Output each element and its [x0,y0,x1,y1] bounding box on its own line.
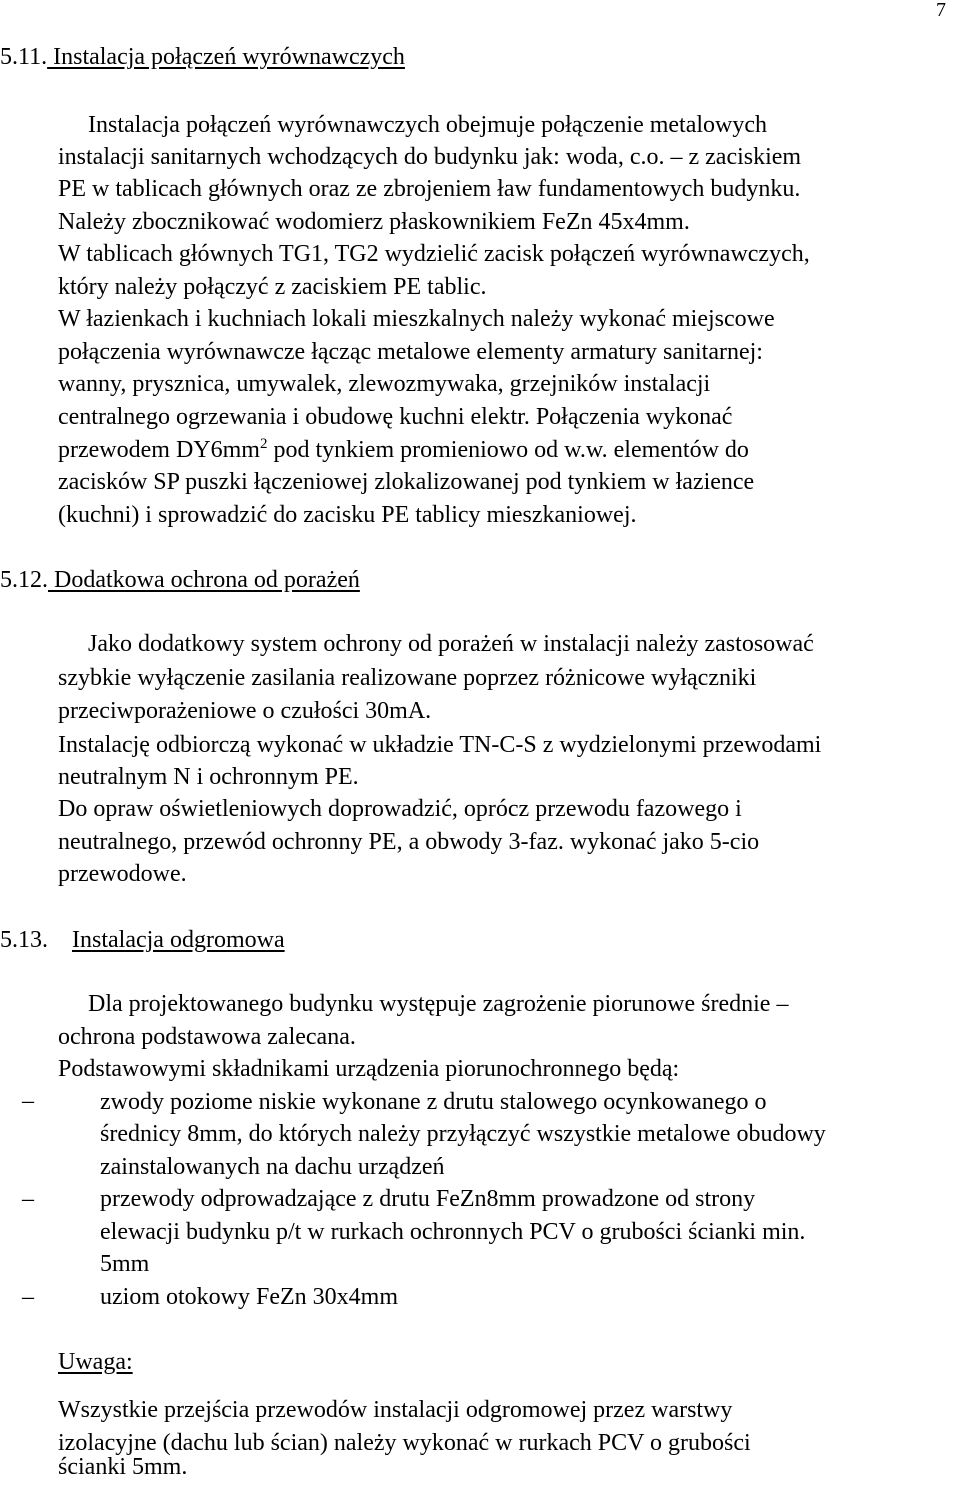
paragraph-line: PE w tablicach głównych oraz ze zbrojeniem ław fundamentowych budynku. [58,176,801,202]
paragraph-line: przeciwporażeniowe o czułości 30mA. [58,698,432,724]
paragraph-line: połączenia wyrównawcze łącząc metalowe elementy armatury sanitarnej: [58,339,763,365]
paragraph-line: instalacji sanitarnych wchodzących do budynku jak: woda, c.o. – z zaciskiem [58,144,802,170]
section-title: Dodatkowa ochrona od porażeń [48,567,360,593]
paragraph-line: W tablicach głównych TG1, TG2 wydzielić zacisk połączeń wyrównawczych, [58,241,810,267]
paragraph-line: Dla projektowanego budynku występuje zagrożenie piorunowe średnie – [88,991,789,1017]
note-label: Uwaga: [58,1349,133,1375]
paragraph-line: neutralnym N i ochronnym PE. [58,764,359,790]
list-item-line: zwody poziome niskie wykonane z drutu stalowego ocynkowanego o [100,1089,767,1115]
paragraph-line: Należy zbocznikować wodomierz płaskownikiem FeZn 45x4mm. [58,209,690,235]
section-heading-5-11 [0,41,405,73]
section-number: 5.11. [0,44,48,70]
section-heading-5-12 [0,564,360,596]
paragraph-line: przewodowe. [58,861,187,887]
paragraph-line: centralnego ogrzewania i obudowę kuchni elektr. Połączenia wykonać [58,404,733,430]
paragraph-line: (kuchni) i sprowadzić do zacisku PE tablicy mieszkaniowej. [58,502,637,528]
paragraph-line: zacisków SP puszki łączeniowej zlokalizowanej pod tynkiem w łazience [58,469,755,495]
section-title: Instalacja połączeń wyrównawczych [47,44,405,70]
list-item-line: uziom otokowy FeZn 30x4mm [100,1284,398,1310]
section-heading-5-13 [0,924,285,956]
note-line: izolacyjne (dachu lub ścian) należy wykonać w rurkach PCV o grubości [58,1430,751,1456]
paragraph-line: szybkie wyłączenie zasilania realizowane poprzez różnicowe wyłączniki [58,665,757,691]
list-item-line: średnicy 8mm, do których należy przyłączyć wszystkie metalowe obudowy [100,1121,826,1147]
page-number: 7 [936,0,946,21]
paragraph-line: Podstawowymi składnikami urządzenia piorunochronnego będą: [58,1056,680,1082]
note-line: Wszystkie przejścia przewodów instalacji odgromowej przez warstwy [58,1397,733,1423]
paragraph-line: ochrona podstawowa zalecana. [58,1024,356,1050]
paragraph-line: Instalację odbiorczą wykonać w układzie TN-C-S z wydzielonymi przewodami [58,732,822,758]
bullet-marker: – [22,1088,34,1114]
list-item-line: przewody odprowadzające z drutu FeZn8mm prowadzone od strony [100,1186,756,1212]
line-text: pod tynkiem promieniowo od w.w. elementów do [267,437,749,463]
bullet-marker: – [22,1186,34,1212]
paragraph-line: W łazienkach i kuchniach lokali mieszkalnych należy wykonać miejscowe [58,306,775,332]
paragraph-line: Jako dodatkowy system ochrony od porażeń w instalacji należy zastosować [88,631,814,657]
list-item-line: 5mm [100,1251,150,1277]
paragraph-line: neutralnego, przewód ochronny PE, a obwody 3-faz. wykonać jako 5-cio [58,829,760,855]
list-item-line: zainstalowanych na dachu urządzeń [100,1154,445,1180]
superscript: 2 [259,436,268,452]
line-text: przewodem DY6mm [58,437,260,463]
list-item-line: elewacji budynku p/t w rurkach ochronnych PCV o grubości ścianki min. [100,1219,806,1245]
section-number: 5.12. [0,567,48,593]
paragraph-line: który należy połączyć z zaciskiem PE tablic. [58,274,487,300]
bullet-marker: – [22,1284,34,1310]
paragraph-line [58,434,749,466]
note-line: ścianki 5mm. [58,1454,188,1480]
section-number: 5.13. [0,927,48,953]
section-title: Instalacja odgromowa [72,927,285,953]
paragraph-line: Instalacja połączeń wyrównawczych obejmuje połączenie metalowych [88,112,768,138]
paragraph-line: wanny, prysznica, umywalek, zlewozmywaka, grzejników instalacji [58,371,711,397]
paragraph-line: Do opraw oświetleniowych doprowadzić, oprócz przewodu fazowego i [58,796,742,822]
